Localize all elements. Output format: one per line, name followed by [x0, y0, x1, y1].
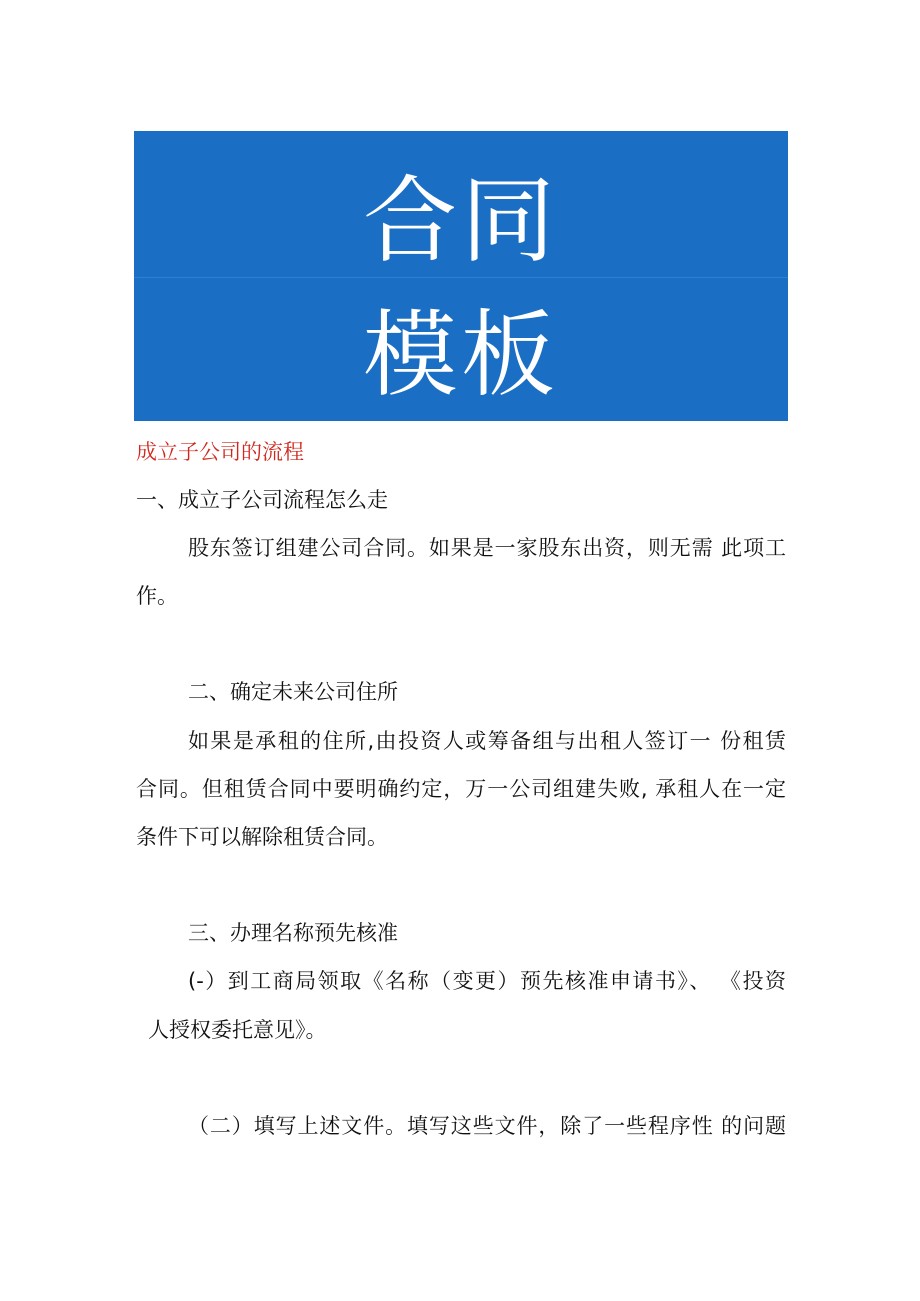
document-title: 成立子公司的流程: [136, 440, 304, 464]
cover-banner: [134, 131, 788, 421]
paragraph-line: 合同。但租赁合同中要明确约定，万一公司组建失败, 承租人在一定: [136, 777, 786, 801]
banner-title-line-1: 合同: [362, 167, 559, 276]
paragraph-line: 股东签订组建公司合同。如果是一家股东出资，则无需 此项工: [188, 536, 786, 560]
list-item-line: 人授权委托意见》。: [148, 1018, 327, 1042]
paragraph-line: 如果是承租的住所,由投资人或筹备组与出租人签订一 份租赁: [188, 729, 786, 753]
section-heading-1: 一、成立子公司流程怎么走: [136, 488, 388, 512]
section-heading-2: 二、确定未来公司住所: [188, 680, 398, 704]
section-heading-3: 三、办理名称预先核准: [188, 921, 398, 945]
list-item-line: （二）填写上述文件。填写这些文件，除了一些程序性 的问题: [188, 1114, 786, 1138]
banner-title-line-2: 模板: [362, 301, 559, 410]
paragraph-line: 作。: [136, 584, 178, 608]
paragraph-line: 条件下可以解除租赁合同。: [136, 825, 388, 849]
banner-divider: [134, 277, 788, 278]
list-item-line: (-）到工商局领取《名称（变更）预先核准申请书》、 《投资: [188, 969, 786, 993]
